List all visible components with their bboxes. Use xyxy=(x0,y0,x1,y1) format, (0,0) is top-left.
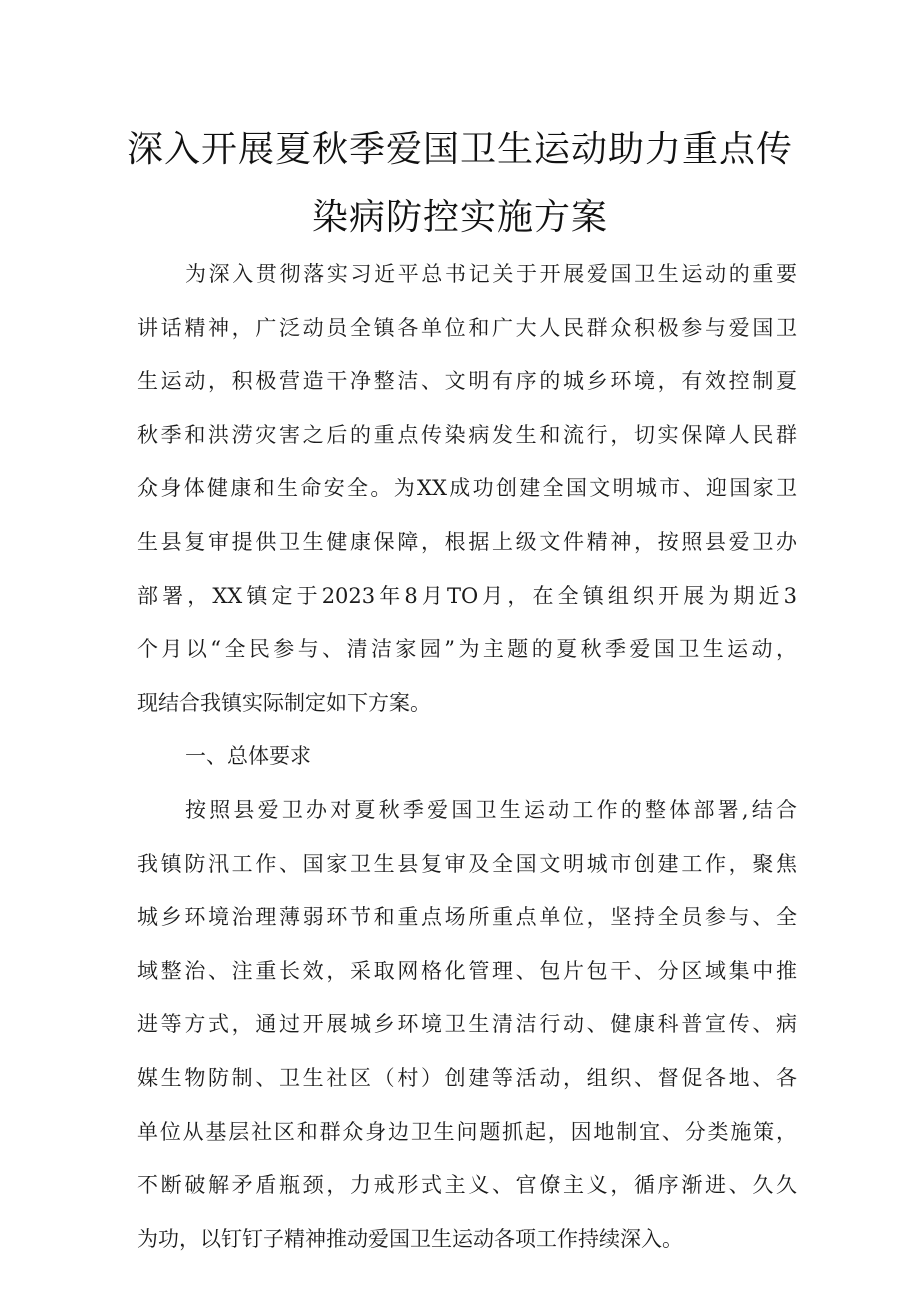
paragraph-2-line: 为功，以钉钉子精神推动爱国卫生运动各项工作持续深入。 xyxy=(137,1227,683,1251)
paragraph-2-line: 按照县爱卫办对夏秋季爱国卫生运动工作的整体部署,结合 xyxy=(185,798,797,822)
paragraph-1-line: 生县复审提供卫生健康保障，根据上级文件精神，按照县爱卫办 xyxy=(137,530,797,554)
paragraph-1-line: 讲话精神，广泛动员全镇各单位和广大人民群众积极参与爱国卫 xyxy=(137,316,797,340)
paragraph-2-line: 进等方式，通过开展城乡环境卫生清洁行动、健康科普宣传、病 xyxy=(137,1012,797,1036)
paragraph-2-line: 不断破解矛盾瓶颈，力戒形式主义、官僚主义，循序渐进、久久 xyxy=(137,1173,797,1197)
paragraph-1-line: 众身体健康和生命安全。为XX成功创建全国文明城市、迎国家卫 xyxy=(137,476,797,500)
paragraph-2-line: 单位从基层社区和群众身边卫生问题抓起，因地制宜、分类施策， xyxy=(137,1120,797,1144)
paragraph-1-line: 现结合我镇实际制定如下方案。 xyxy=(137,691,431,715)
paragraph-1-line: 部署，XX镇定于2023年8月TO月，在全镇组织开展为期近3 xyxy=(137,584,797,608)
paragraph-1-line: 秋季和洪涝灾害之后的重点传染病发生和流行，切实保障人民群 xyxy=(137,423,797,447)
paragraph-2-line: 媒生物防制、卫生社区（村）创建等活动，组织、督促各地、各 xyxy=(137,1066,797,1090)
document-title-line-2: 染病防控实施方案 xyxy=(311,197,608,238)
paragraph-1-line: 个月以“全民参与、清洁家园”为主题的夏秋季爱国卫生运动， xyxy=(137,637,797,661)
paragraph-1-line: 为深入贯彻落实习近平总书记关于开展爱国卫生运动的重要 xyxy=(185,262,797,286)
section-1-heading: 一、总体要求 xyxy=(185,744,311,768)
paragraph-1-line: 生运动，积极营造干净整洁、文明有序的城乡环境，有效控制夏 xyxy=(137,369,797,393)
paragraph-2-line: 城乡环境治理薄弱环节和重点场所重点单位，坚持全员参与、全 xyxy=(137,905,797,929)
paragraph-2-line: 我镇防汛工作、国家卫生县复审及全国文明城市创建工作，聚焦 xyxy=(137,852,797,876)
document-title-line-1: 深入开展夏秋季爱国卫生运动助力重点传 xyxy=(126,129,793,170)
paragraph-2-line: 域整治、注重长效，采取网格化管理、包片包干、分区域集中推 xyxy=(137,959,797,983)
